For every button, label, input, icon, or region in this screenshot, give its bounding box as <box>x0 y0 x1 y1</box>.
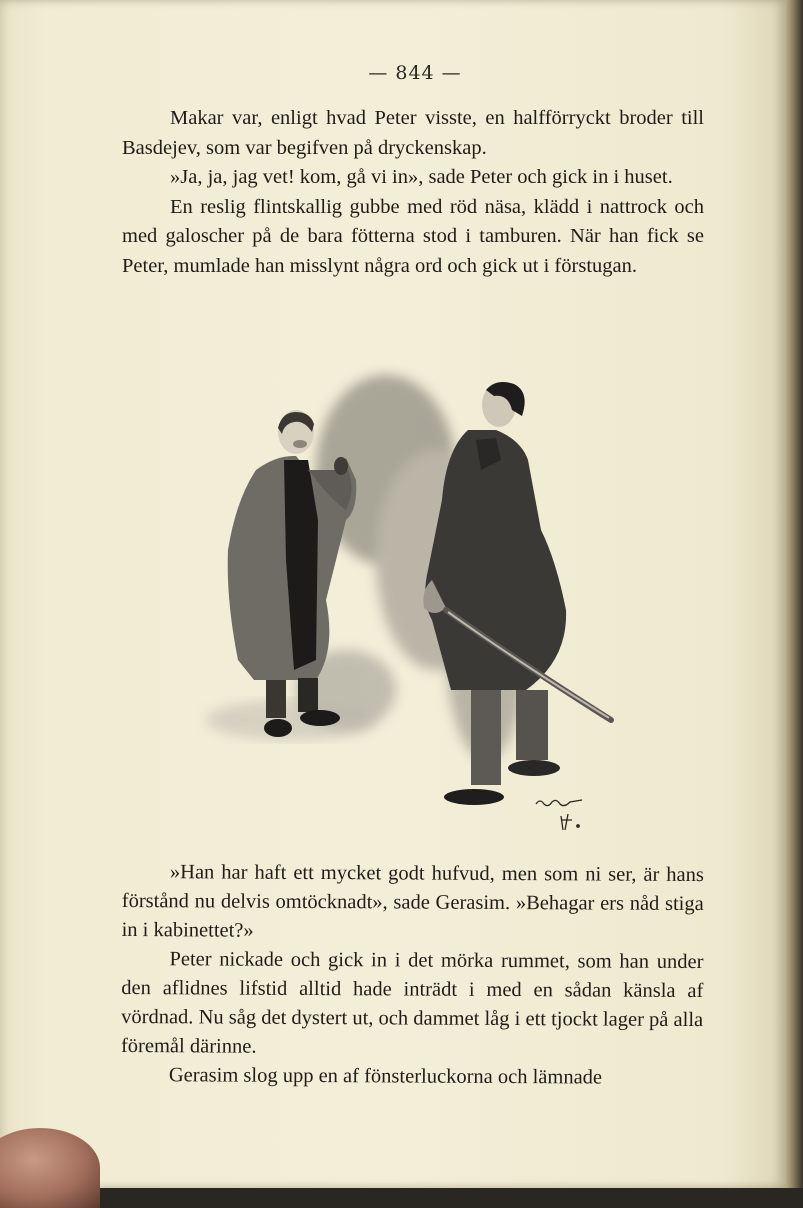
paragraph: »Ja, ja, jag vet! kom, gå vi in», sade Peter och gick in i huset. <box>170 166 673 188</box>
page-number: — 844 — <box>368 62 462 84</box>
thumb-holding-page <box>0 1128 100 1208</box>
top-text-block <box>122 104 704 281</box>
paragraph: En reslig flintskallig gubbe med röd näsa, klädd i nattrock och med galoscher på de bara fötterna stod i tamburen. När han fick se Peter, mumlade han misslynt några ord och gick ut i förstugan. <box>122 195 704 277</box>
paragraph: Peter nickade och gick in i det mörka rummet, som han under den aflidnes lifstid alltid hade inträdt i med en sådan känsla af vördnad. Nu såg det dystert ut, och dammet låg i ett tjockt lager på alla föremål därinne. <box>120 948 704 1058</box>
paragraph: »Han har haft ett mycket godt hufvud, men som ni ser, är hans förstånd nu delvis omtöcknadt», sade Gerasim. »Behagar ers nåd stiga in i kabinettet?» <box>121 861 704 942</box>
artist-signature <box>536 800 582 830</box>
bottom-text-block <box>121 858 704 1093</box>
illustration-two-men <box>196 360 636 840</box>
book-edge <box>786 0 803 1188</box>
paragraph: Makar var, enligt hvad Peter visste, en halfförryckt broder till Basdejev, som var begifven på dryckenskap. <box>122 107 704 159</box>
paragraph: Gerasim slog upp en af fönsterluckorna och lämnade <box>168 1064 603 1089</box>
